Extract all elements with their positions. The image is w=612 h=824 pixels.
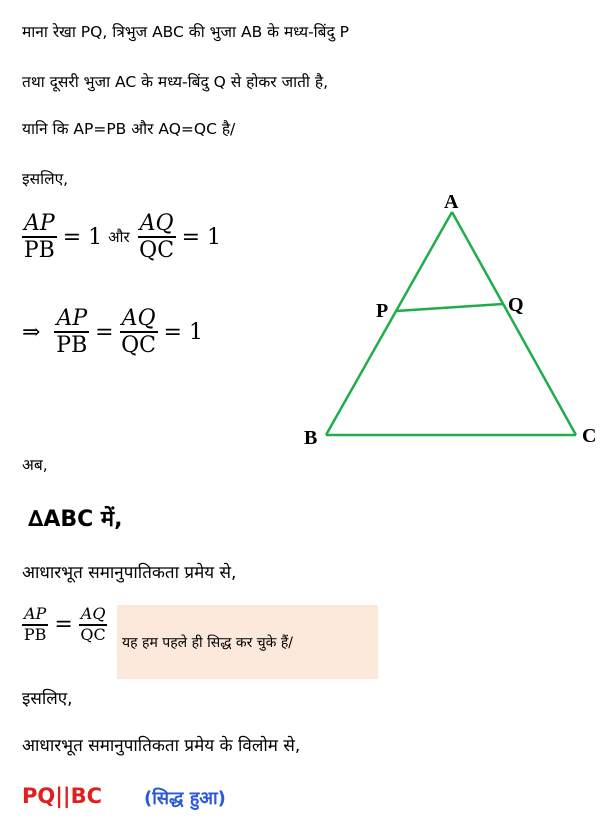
fraction-ap-pb [54, 307, 89, 357]
fraction-aq-qc [120, 307, 158, 357]
implies-arrow: ⇒ [22, 319, 41, 345]
joiner-text: और [108, 228, 130, 247]
fraction-ap-pb [22, 606, 48, 644]
now-text: अब, [22, 456, 48, 474]
intro-line-3: यानि कि AP=PB और AQ=QC है/ [22, 120, 236, 138]
fraction-denominator: PB [23, 624, 47, 644]
fraction-numerator: AQ [120, 307, 158, 333]
point-label-q: Q [508, 294, 524, 316]
side-ab [326, 212, 452, 435]
fraction-ap-pb [22, 212, 57, 262]
result-text: PQ||BC [22, 784, 103, 808]
side-ac [452, 212, 576, 435]
vertex-label-c: C [582, 425, 597, 447]
fraction-denominator: PB [56, 333, 88, 359]
point-label-p: P [376, 300, 389, 322]
fraction-aq-qc [79, 606, 108, 644]
therefore-text: इसलिए, [22, 689, 73, 709]
fraction-numerator: AP [54, 307, 89, 333]
fraction-numerator: AP [22, 606, 48, 626]
equals-sign: = [54, 612, 73, 638]
equation-1 [22, 212, 227, 262]
fraction-numerator: AQ [79, 606, 108, 626]
equals-one: = 1 [62, 224, 103, 250]
triangle-heading: ∆ABC में, [28, 507, 123, 532]
theorem-text: आधारभूत समानुपातिकता प्रमेय से, [22, 563, 237, 583]
intro-line-2: तथा दूसरी भुजा AC के मध्य-बिंदु Q से होकर जाती है, [22, 73, 329, 91]
vertex-label-b: B [304, 427, 318, 449]
equals-sign: = [95, 319, 114, 345]
equals-one: = 1 [181, 224, 221, 250]
segment-pq [396, 304, 503, 311]
vertex-label-a: A [444, 191, 459, 213]
triangle-figure [290, 180, 610, 460]
intro-line-1: माना रेखा PQ, त्रिभुज ABC की भुजा AB के मध्य-बिंदु P [22, 23, 350, 41]
proved-text: (सिद्ध हुआ) [144, 788, 226, 809]
fraction-denominator: QC [80, 624, 106, 644]
fraction-numerator: AQ [138, 212, 176, 238]
converse-text: आधारभूत समानुपातिकता प्रमेय के विलोम से, [22, 736, 301, 756]
fraction-denominator: PB [23, 238, 55, 264]
fraction-aq-qc [138, 212, 176, 262]
intro-line-4: इसलिए, [22, 170, 69, 188]
equation-2 [22, 307, 209, 357]
fraction-denominator: QC [121, 333, 156, 359]
equation-3 [22, 606, 107, 644]
equals-one: = 1 [163, 319, 203, 345]
note-text: यह हम पहले ही सिद्ध कर चुके हैं/ [122, 635, 293, 651]
fraction-denominator: QC [139, 238, 175, 264]
fraction-numerator: AP [22, 212, 57, 238]
